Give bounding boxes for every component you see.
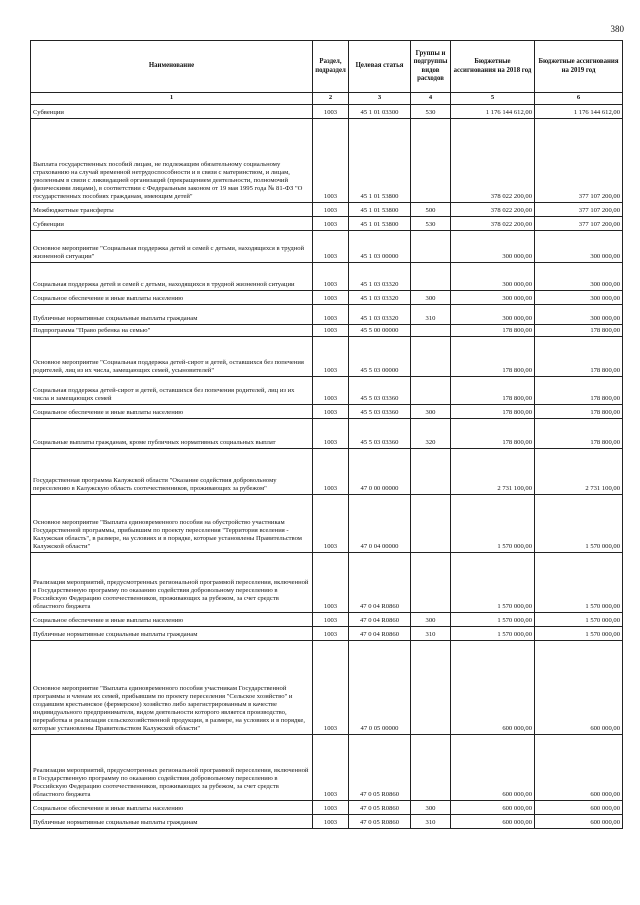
table-row xyxy=(31,641,623,735)
row-target: 45 1 01 53800 xyxy=(349,217,411,231)
row-target: 47 0 04 00000 xyxy=(349,495,411,553)
row-section: 1003 xyxy=(313,217,349,231)
page-number: 380 xyxy=(610,24,624,34)
row-budget-2019: 300 000,00 xyxy=(535,305,623,325)
table-row xyxy=(31,801,623,815)
row-budget-2019: 600 000,00 xyxy=(535,815,623,829)
row-name: Межбюджетные трансферты xyxy=(31,203,313,217)
row-target: 45 5 03 03360 xyxy=(349,405,411,419)
row-budget-2019: 300 000,00 xyxy=(535,263,623,291)
row-target: 45 1 03 03320 xyxy=(349,263,411,291)
row-target: 45 5 03 03360 xyxy=(349,377,411,405)
row-name: Основное мероприятие "Выплата единовременного пособия на обустройство участникам Государственной программы, прибывшим по проекту переселения "Территория вселения - Калужская область", в размере, на условиях и в порядке, которые установлены Правительством Калужской области" xyxy=(31,495,313,553)
row-budget-2018: 300 000,00 xyxy=(451,305,535,325)
row-target: 45 5 00 00000 xyxy=(349,325,411,337)
row-budget-2019: 1 570 000,00 xyxy=(535,613,623,627)
row-target: 45 1 03 03320 xyxy=(349,305,411,325)
row-name: Социальное обеспечение и иные выплаты населению xyxy=(31,613,313,627)
row-target: 47 0 00 00000 xyxy=(349,449,411,495)
row-name: Социальное обеспечение и иные выплаты населению xyxy=(31,801,313,815)
row-name: Публичные нормативные социальные выплаты гражданам xyxy=(31,305,313,325)
row-target: 45 1 03 03320 xyxy=(349,291,411,305)
table-row xyxy=(31,405,623,419)
table-row xyxy=(31,495,623,553)
row-budget-2018: 600 000,00 xyxy=(451,815,535,829)
row-budget-2019: 1 176 144 612,00 xyxy=(535,105,623,119)
row-section: 1003 xyxy=(313,377,349,405)
table-row xyxy=(31,419,623,449)
row-group xyxy=(411,337,451,377)
row-group: 530 xyxy=(411,217,451,231)
row-name: Выплата государственных пособий лицам, не подлежащим обязательному социальному страхованию на случай временной нетрудоспособности и в связи с материнством, и лицам, уволенным в связи с ликвидацией организаций (прекращением деятельности, полномочий физическими лицами), в соответствии с Федеральным законом от 19 мая 1995 года № 81-ФЗ "О государственных пособиях гражданам, имеющим детей" xyxy=(31,119,313,203)
row-target: 45 5 03 00000 xyxy=(349,337,411,377)
table-row xyxy=(31,377,623,405)
row-budget-2019: 600 000,00 xyxy=(535,641,623,735)
row-budget-2019: 178 800,00 xyxy=(535,337,623,377)
row-budget-2019: 377 107 200,00 xyxy=(535,217,623,231)
row-group: 300 xyxy=(411,291,451,305)
header-group: Группы и подгруппы видов расходов xyxy=(411,41,451,93)
row-budget-2019: 1 570 000,00 xyxy=(535,495,623,553)
row-budget-2018: 178 800,00 xyxy=(451,337,535,377)
row-budget-2018: 378 022 200,00 xyxy=(451,203,535,217)
table-body xyxy=(31,105,623,829)
row-name: Основное мероприятие "Социальная поддержка детей-сирот и детей, оставшихся без попечения родителей, лиц из их числа, замещающих семей, усыновителей" xyxy=(31,337,313,377)
row-budget-2018: 600 000,00 xyxy=(451,801,535,815)
row-name: Основное мероприятие "Выплата единовременного пособия участникам Государственной программы и членам их семей, прибывшим по проекту переселения "Сельское хозяйство" и создавшим крестьянское (фермерское) хозяйство либо зарегистрированным в качестве индивидуального предпринимателя, видом деятельности которого является производство, переработка и реализация сельскохозяйственной продукции, в размере, на условиях и в порядке, которые установлены Правительством Калужской области" xyxy=(31,641,313,735)
row-budget-2018: 300 000,00 xyxy=(451,291,535,305)
row-section: 1003 xyxy=(313,495,349,553)
row-section: 1003 xyxy=(313,801,349,815)
table-row xyxy=(31,291,623,305)
row-budget-2019: 178 800,00 xyxy=(535,419,623,449)
table-row xyxy=(31,105,623,119)
row-target: 45 1 03 00000 xyxy=(349,231,411,263)
row-budget-2018: 178 800,00 xyxy=(451,419,535,449)
row-section: 1003 xyxy=(313,231,349,263)
row-group xyxy=(411,495,451,553)
row-name: Подпрограмма "Право ребенка на семью" xyxy=(31,325,313,337)
row-budget-2018: 1 570 000,00 xyxy=(451,495,535,553)
row-section: 1003 xyxy=(313,627,349,641)
row-budget-2018: 600 000,00 xyxy=(451,735,535,801)
row-group xyxy=(411,119,451,203)
row-budget-2019: 178 800,00 xyxy=(535,377,623,405)
row-budget-2018: 378 022 200,00 xyxy=(451,217,535,231)
row-section: 1003 xyxy=(313,449,349,495)
row-budget-2018: 1 570 000,00 xyxy=(451,627,535,641)
row-group: 300 xyxy=(411,613,451,627)
row-target: 47 0 04 R0860 xyxy=(349,553,411,613)
row-name: Социальные выплаты гражданам, кроме публичных нормативных социальных выплат xyxy=(31,419,313,449)
table-row xyxy=(31,325,623,337)
row-budget-2018: 178 800,00 xyxy=(451,325,535,337)
row-section: 1003 xyxy=(313,291,349,305)
row-name: Реализация мероприятий, предусмотренных региональной программой переселения, включенной в Государственную программу по оказанию содействия добровольному переселению в Российскую Федерацию соотечественников, проживающих за рубежом, за счет средств областного бюджета xyxy=(31,553,313,613)
header-budget-2018: Бюджетные ассигнования на 2018 год xyxy=(451,41,535,93)
row-group xyxy=(411,377,451,405)
row-section: 1003 xyxy=(313,815,349,829)
row-section: 1003 xyxy=(313,337,349,377)
row-target: 45 5 03 03360 xyxy=(349,419,411,449)
row-group: 500 xyxy=(411,203,451,217)
row-budget-2019: 2 731 100,00 xyxy=(535,449,623,495)
table-row xyxy=(31,449,623,495)
table-row xyxy=(31,337,623,377)
row-name: Социальная поддержка детей-сирот и детей, оставшихся без попечения родителей, лиц из их числа и замещающих семей xyxy=(31,377,313,405)
row-target: 47 0 04 R0860 xyxy=(349,627,411,641)
row-budget-2018: 1 570 000,00 xyxy=(451,553,535,613)
row-group xyxy=(411,641,451,735)
row-section: 1003 xyxy=(313,119,349,203)
table-row xyxy=(31,203,623,217)
row-group: 320 xyxy=(411,419,451,449)
row-target: 45 1 01 53800 xyxy=(349,203,411,217)
row-budget-2019: 377 107 200,00 xyxy=(535,119,623,203)
row-target: 45 1 01 53800 xyxy=(349,119,411,203)
table-row xyxy=(31,305,623,325)
row-group: 310 xyxy=(411,627,451,641)
row-budget-2019: 1 570 000,00 xyxy=(535,627,623,641)
column-number-row xyxy=(31,93,623,105)
table-row xyxy=(31,231,623,263)
row-group xyxy=(411,231,451,263)
row-budget-2019: 377 107 200,00 xyxy=(535,203,623,217)
table-row xyxy=(31,613,623,627)
row-budget-2018: 300 000,00 xyxy=(451,231,535,263)
row-name: Публичные нормативные социальные выплаты гражданам xyxy=(31,815,313,829)
row-budget-2018: 600 000,00 xyxy=(451,641,535,735)
row-name: Государственная программа Калужской области "Оказание содействия добровольному переселению в Калужскую область соотечественников, проживающих за рубежом" xyxy=(31,449,313,495)
table-row xyxy=(31,815,623,829)
row-name: Субвенции xyxy=(31,105,313,119)
table-row xyxy=(31,735,623,801)
row-group xyxy=(411,553,451,613)
budget-table xyxy=(30,40,623,829)
row-name: Социальная поддержка детей и семей с детьми, находящихся в трудной жизненной ситуации xyxy=(31,263,313,291)
row-budget-2018: 300 000,00 xyxy=(451,263,535,291)
row-name: Субвенции xyxy=(31,217,313,231)
row-budget-2018: 2 731 100,00 xyxy=(451,449,535,495)
row-section: 1003 xyxy=(313,405,349,419)
column-number: 2 xyxy=(313,93,349,105)
row-budget-2018: 1 570 000,00 xyxy=(451,613,535,627)
row-section: 1003 xyxy=(313,203,349,217)
row-target: 45 1 01 03300 xyxy=(349,105,411,119)
column-number: 3 xyxy=(349,93,411,105)
header-row xyxy=(31,41,623,93)
row-budget-2018: 178 800,00 xyxy=(451,377,535,405)
row-budget-2018: 378 022 200,00 xyxy=(451,119,535,203)
row-name: Публичные нормативные социальные выплаты гражданам xyxy=(31,627,313,641)
table-row xyxy=(31,553,623,613)
row-budget-2019: 600 000,00 xyxy=(535,801,623,815)
row-group: 300 xyxy=(411,801,451,815)
row-section: 1003 xyxy=(313,553,349,613)
row-group xyxy=(411,263,451,291)
row-budget-2018: 1 176 144 612,00 xyxy=(451,105,535,119)
row-section: 1003 xyxy=(313,641,349,735)
row-name: Социальное обеспечение и иные выплаты населению xyxy=(31,405,313,419)
row-group xyxy=(411,449,451,495)
row-group xyxy=(411,735,451,801)
row-section: 1003 xyxy=(313,263,349,291)
row-section: 1003 xyxy=(313,419,349,449)
table-row xyxy=(31,263,623,291)
row-budget-2019: 178 800,00 xyxy=(535,405,623,419)
row-budget-2019: 300 000,00 xyxy=(535,231,623,263)
row-section: 1003 xyxy=(313,105,349,119)
row-budget-2019: 600 000,00 xyxy=(535,735,623,801)
column-number: 6 xyxy=(535,93,623,105)
row-name: Реализация мероприятий, предусмотренных региональной программой переселения, включенной в Государственную программу по оказанию содействия добровольному переселению в Российскую Федерацию соотечественников, проживающих за рубежом, за счет средств областного бюджета xyxy=(31,735,313,801)
header-target: Целевая статья xyxy=(349,41,411,93)
row-target: 47 0 05 00000 xyxy=(349,641,411,735)
table-row xyxy=(31,217,623,231)
row-group: 310 xyxy=(411,815,451,829)
table-row xyxy=(31,627,623,641)
header-budget-2019: Бюджетные ассигнования на 2019 год xyxy=(535,41,623,93)
row-section: 1003 xyxy=(313,305,349,325)
row-budget-2019: 300 000,00 xyxy=(535,291,623,305)
column-number: 4 xyxy=(411,93,451,105)
header-name: Наименование xyxy=(31,41,313,93)
row-group: 300 xyxy=(411,405,451,419)
row-target: 47 0 05 R0860 xyxy=(349,815,411,829)
row-target: 47 0 05 R0860 xyxy=(349,801,411,815)
row-target: 47 0 05 R0860 xyxy=(349,735,411,801)
row-budget-2019: 1 570 000,00 xyxy=(535,553,623,613)
row-target: 47 0 04 R0860 xyxy=(349,613,411,627)
column-number: 5 xyxy=(451,93,535,105)
row-budget-2018: 178 800,00 xyxy=(451,405,535,419)
row-name: Социальное обеспечение и иные выплаты населению xyxy=(31,291,313,305)
row-group: 310 xyxy=(411,305,451,325)
row-section: 1003 xyxy=(313,735,349,801)
row-section: 1003 xyxy=(313,613,349,627)
row-section: 1003 xyxy=(313,325,349,337)
row-group xyxy=(411,325,451,337)
row-group: 530 xyxy=(411,105,451,119)
row-budget-2019: 178 800,00 xyxy=(535,325,623,337)
header-section: Раздел, подраздел xyxy=(313,41,349,93)
column-number: 1 xyxy=(31,93,313,105)
row-name: Основное мероприятие "Социальная поддержка детей и семей с детьми, находящихся в трудной жизненной ситуации" xyxy=(31,231,313,263)
table-row xyxy=(31,119,623,203)
